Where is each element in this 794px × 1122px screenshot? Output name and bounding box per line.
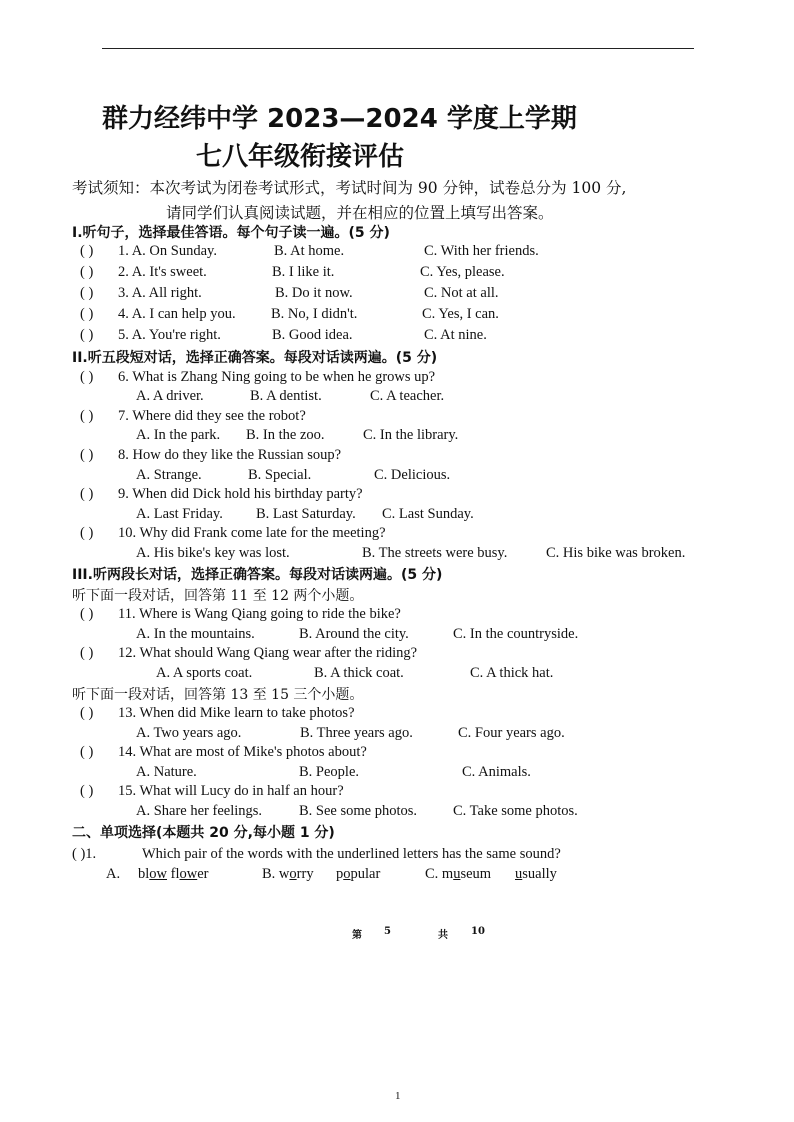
- q6-option-a: A. A driver.: [136, 388, 204, 404]
- mc-q1-paren: ( )1.: [72, 846, 97, 862]
- q7-option-a: A. In the park.: [136, 427, 221, 443]
- q11-option-c: C. In the countryside.: [453, 626, 579, 642]
- section4-heading: 二、单项选择(本题共 20 分,每小题 1 分): [72, 825, 335, 841]
- section2-heading: II.听五段短对话，选择正确答案。每段对话读两遍。(5 分): [72, 350, 438, 366]
- q15-option-c: C. Take some photos.: [453, 803, 578, 819]
- q2-option-c: C. Yes, please.: [420, 264, 505, 280]
- q6-option-b: B. A dentist.: [250, 388, 322, 404]
- q5-option-a: 5. A. You're right.: [118, 327, 221, 343]
- q7-option-c: C. In the library.: [363, 427, 459, 443]
- q12-question: 12. What should Wang Qiang wear after the riding?: [118, 645, 418, 661]
- q1-option-b: B. At home.: [274, 243, 345, 259]
- q15-option-b: B. See some photos.: [299, 803, 418, 819]
- answer-paren: ( ): [80, 486, 94, 502]
- answer-paren: ( ): [80, 306, 94, 322]
- section3-heading: III.听两段长对话，选择正确答案。每段对话读两遍。(5 分): [72, 567, 443, 583]
- q7-question: 7. Where did they see the robot?: [118, 408, 306, 424]
- q13-option-b: B. Three years ago.: [300, 725, 413, 741]
- q6-question: 6. What is Zhang Ning going to be when he grows up?: [118, 369, 436, 385]
- mc-q1-option-c-word2: usually: [515, 866, 557, 882]
- answer-paren: ( ): [80, 606, 94, 622]
- q10-question: 10. Why did Frank come late for the meeting?: [118, 525, 386, 541]
- answer-paren: ( ): [80, 447, 94, 463]
- q8-option-b: B. Special.: [248, 467, 312, 483]
- q8-question: 8. How do they like the Russian soup?: [118, 447, 342, 463]
- q14-question: 14. What are most of Mike's photos about?: [118, 744, 367, 760]
- q5-option-b: B. Good idea.: [272, 327, 353, 343]
- footer-di: 第: [352, 930, 362, 941]
- page-number: 1: [395, 1090, 401, 1102]
- q11-question: 11. Where is Wang Qiang going to ride the bike?: [118, 606, 401, 622]
- answer-paren: ( ): [80, 408, 94, 424]
- q3-option-c: C. Not at all.: [424, 285, 499, 301]
- answer-paren: ( ): [80, 744, 94, 760]
- q12-option-a: A. A sports coat.: [156, 665, 253, 681]
- q4-option-c: C. Yes, I can.: [422, 306, 499, 322]
- q6-option-c: C. A teacher.: [370, 388, 445, 404]
- exam-subtitle: 七八年级衔接评估: [196, 142, 405, 172]
- answer-paren: ( ): [80, 285, 94, 301]
- mc-q1-option-a: blow flower: [138, 866, 209, 882]
- q13-question: 13. When did Mike learn to take photos?: [118, 705, 355, 721]
- q12-option-c: C. A thick hat.: [470, 665, 554, 681]
- mc-q1-option-b-word2: popular: [336, 866, 381, 882]
- top-rule: [102, 48, 694, 49]
- q10-option-c: C. His bike was broken.: [546, 545, 686, 561]
- q12-option-b: B. A thick coat.: [314, 665, 404, 681]
- q2-option-b: B. I like it.: [272, 264, 335, 280]
- mc-q1-option-c: C. museum: [425, 866, 492, 882]
- mc-q1-option-b: B. worry: [262, 866, 314, 882]
- q11-option-b: B. Around the city.: [299, 626, 409, 642]
- q14-option-b: B. People.: [299, 764, 360, 780]
- q3-option-b: B. Do it now.: [275, 285, 353, 301]
- q9-question: 9. When did Dick hold his birthday party?: [118, 486, 363, 502]
- q9-option-c: C. Last Sunday.: [382, 506, 474, 522]
- q1-option-c: C. With her friends.: [424, 243, 539, 259]
- q10-option-b: B. The streets were busy.: [362, 545, 508, 561]
- answer-paren: ( ): [80, 264, 94, 280]
- q9-option-a: A. Last Friday.: [136, 506, 223, 522]
- section3-instruction-2: 听下面一段对话，回答第 13 至 15 三个小题。: [72, 687, 364, 703]
- q5-option-c: C. At nine.: [424, 327, 487, 343]
- q13-option-a: A. Two years ago.: [136, 725, 242, 741]
- q9-option-b: B. Last Saturday.: [256, 506, 356, 522]
- section3-instruction-1: 听下面一段对话，回答第 11 至 12 两个小题。: [72, 588, 364, 604]
- footer-gong: 共: [438, 930, 448, 941]
- exam-notice-line2: 请同学们认真阅读试题，并在相应的位置上填写出答案。: [166, 204, 554, 222]
- q15-option-a: A. Share her feelings.: [136, 803, 263, 819]
- answer-paren: ( ): [80, 525, 94, 541]
- q3-option-a: 3. A. All right.: [118, 285, 202, 301]
- q1-option-a: 1. A. On Sunday.: [118, 243, 217, 259]
- q13-option-c: C. Four years ago.: [458, 725, 565, 741]
- q15-question: 15. What will Lucy do in half an hour?: [118, 783, 344, 799]
- exam-notice-line1: 考试须知：本次考试为闭卷考试形式，考试时间为 90 分钟，试卷总分为 100 分,: [72, 179, 627, 197]
- answer-paren: ( ): [80, 327, 94, 343]
- footer-total: 10: [471, 926, 485, 937]
- q4-option-a: 4. A. I can help you.: [118, 306, 236, 322]
- answer-paren: ( ): [80, 369, 94, 385]
- q8-option-a: A. Strange.: [136, 467, 202, 483]
- q10-option-a: A. His bike's key was lost.: [136, 545, 290, 561]
- answer-paren: ( ): [80, 645, 94, 661]
- q7-option-b: B. In the zoo.: [246, 427, 325, 443]
- answer-paren: ( ): [80, 783, 94, 799]
- exam-title: 群力经纬中学 2023—2024 学度上学期: [102, 104, 577, 134]
- section1-heading: I.听句子，选择最佳答语。每个句子读一遍。(5 分): [72, 225, 390, 241]
- mc-q1-option-a-letter: A.: [106, 866, 121, 882]
- q14-option-c: C. Animals.: [462, 764, 531, 780]
- footer-page: 5: [384, 926, 391, 937]
- q2-option-a: 2. A. It's sweet.: [118, 264, 207, 280]
- answer-paren: ( ): [80, 243, 94, 259]
- q11-option-a: A. In the mountains.: [136, 626, 255, 642]
- q4-option-b: B. No, I didn't.: [271, 306, 358, 322]
- q8-option-c: C. Delicious.: [374, 467, 451, 483]
- answer-paren: ( ): [80, 705, 94, 721]
- q14-option-a: A. Nature.: [136, 764, 197, 780]
- mc-q1-question: Which pair of the words with the underlined letters has the same sound?: [142, 846, 561, 862]
